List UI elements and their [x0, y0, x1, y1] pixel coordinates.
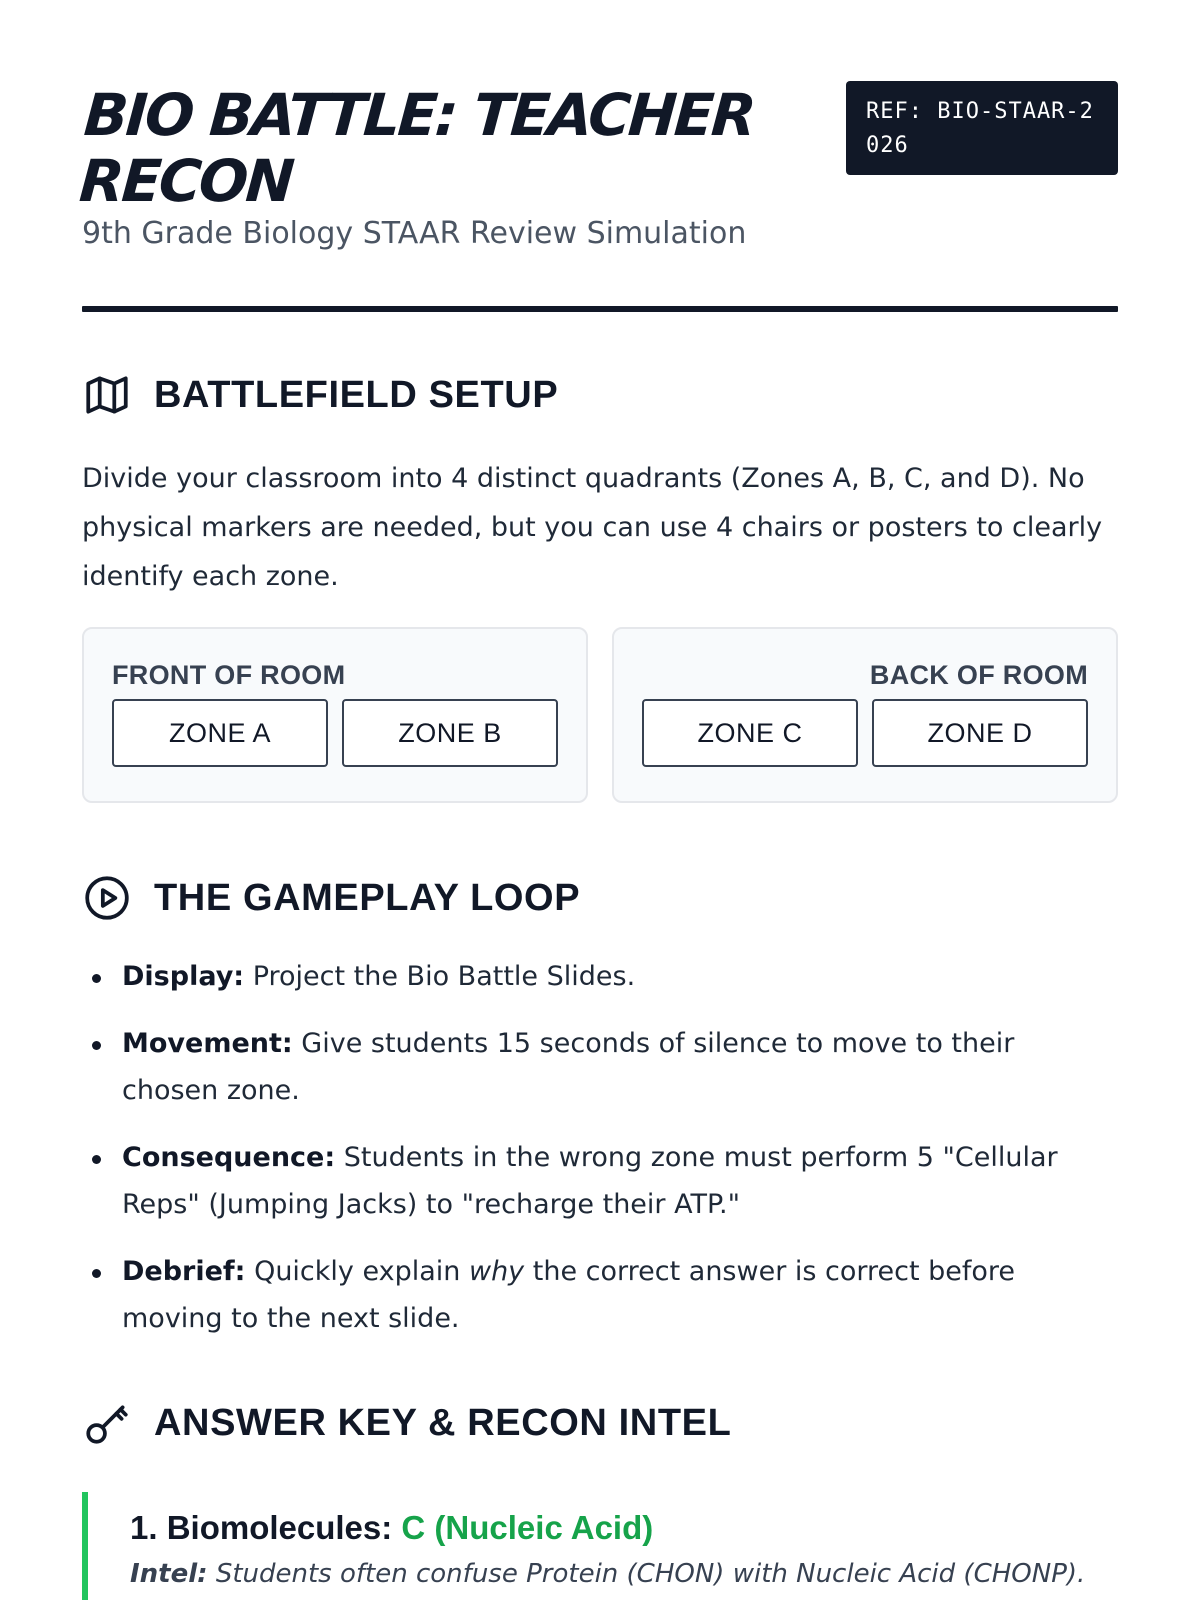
- zone-a-box: ZONE A: [112, 699, 328, 767]
- zone-layout: [82, 627, 1118, 803]
- reference-badge: REF: BIO-STAAR-2026: [846, 81, 1118, 175]
- front-of-room-panel: [82, 627, 588, 803]
- gameplay-heading: THE GAMEPLAY LOOP: [154, 877, 581, 919]
- list-item-term: Display:: [122, 961, 245, 992]
- back-of-room-label: BACK OF ROOM: [869, 660, 1088, 690]
- list-item: [82, 1248, 1118, 1342]
- answer-key-section: [82, 1398, 1118, 1600]
- list-item-text: Project the Bio Battle Slides.: [244, 961, 636, 992]
- answer-intel: [130, 1558, 1118, 1590]
- list-item-text: Give students 15 seconds of silence to move to their chosen zone.: [122, 1028, 1015, 1106]
- page-subtitle: 9th Grade Biology STAAR Review Simulation: [82, 216, 747, 251]
- list-item-text: the correct answer is correct before moving to the next slide.: [122, 1256, 1016, 1334]
- answer-question: 1. Biomolecules:: [130, 1509, 402, 1546]
- front-of-room-label: FRONT OF ROOM: [112, 660, 346, 690]
- list-item-term: Debrief:: [122, 1256, 246, 1287]
- back-of-room-panel: [612, 627, 1118, 803]
- zone-b-box: ZONE B: [342, 699, 558, 767]
- map-icon: [82, 370, 132, 420]
- list-item-emphasis: why: [468, 1256, 525, 1287]
- list-item-term: Consequence:: [122, 1142, 336, 1173]
- list-item: [82, 1134, 1118, 1228]
- battlefield-section: [82, 370, 1118, 803]
- battlefield-heading-row: [82, 370, 1118, 420]
- back-zone-row: [642, 699, 1088, 767]
- list-item-term: Movement:: [122, 1028, 293, 1059]
- answer-key-heading: ANSWER KEY & RECON INTEL: [154, 1402, 732, 1444]
- battlefield-description: Divide your classroom into 4 distinct quadrants (Zones A, B, C, and D). No physical markers are needed, but you can use 4 chairs or posters to clearly identify each zone.: [82, 463, 1103, 592]
- list-item: [82, 953, 1118, 1000]
- zone-c-box: ZONE C: [642, 699, 858, 767]
- answer-card: [82, 1492, 1118, 1600]
- gameplay-heading-row: [82, 873, 1118, 923]
- gameplay-section: [82, 873, 1118, 1342]
- key-icon: [82, 1398, 132, 1448]
- list-item-text: Students in the wrong zone must perform 5 "Cellular Reps" (Jumping Jacks) to "recharge their ATP.": [122, 1142, 1058, 1220]
- zone-d-box: ZONE D: [872, 699, 1088, 767]
- answer-value: C (Nucleic Acid): [401, 1509, 654, 1546]
- front-zone-row: [112, 699, 558, 767]
- header-divider: [82, 306, 1118, 312]
- page-header: [77, 0, 1118, 251]
- intel-text: Students often confuse Protein (CHON) with Nucleic Acid (CHONP).: [207, 1559, 1086, 1589]
- battlefield-heading: BATTLEFIELD SETUP: [154, 374, 559, 416]
- list-item-text: Quickly explain: [245, 1256, 469, 1287]
- list-item: [82, 1020, 1118, 1114]
- answer-key-heading-row: [82, 1398, 1118, 1448]
- gameplay-list: [82, 953, 1118, 1342]
- answer-title: [130, 1492, 1118, 1548]
- intel-label: Intel:: [130, 1559, 208, 1589]
- play-circle-icon: [82, 873, 132, 923]
- page-title: BIO BATTLE: TEACHER RECON: [77, 81, 757, 215]
